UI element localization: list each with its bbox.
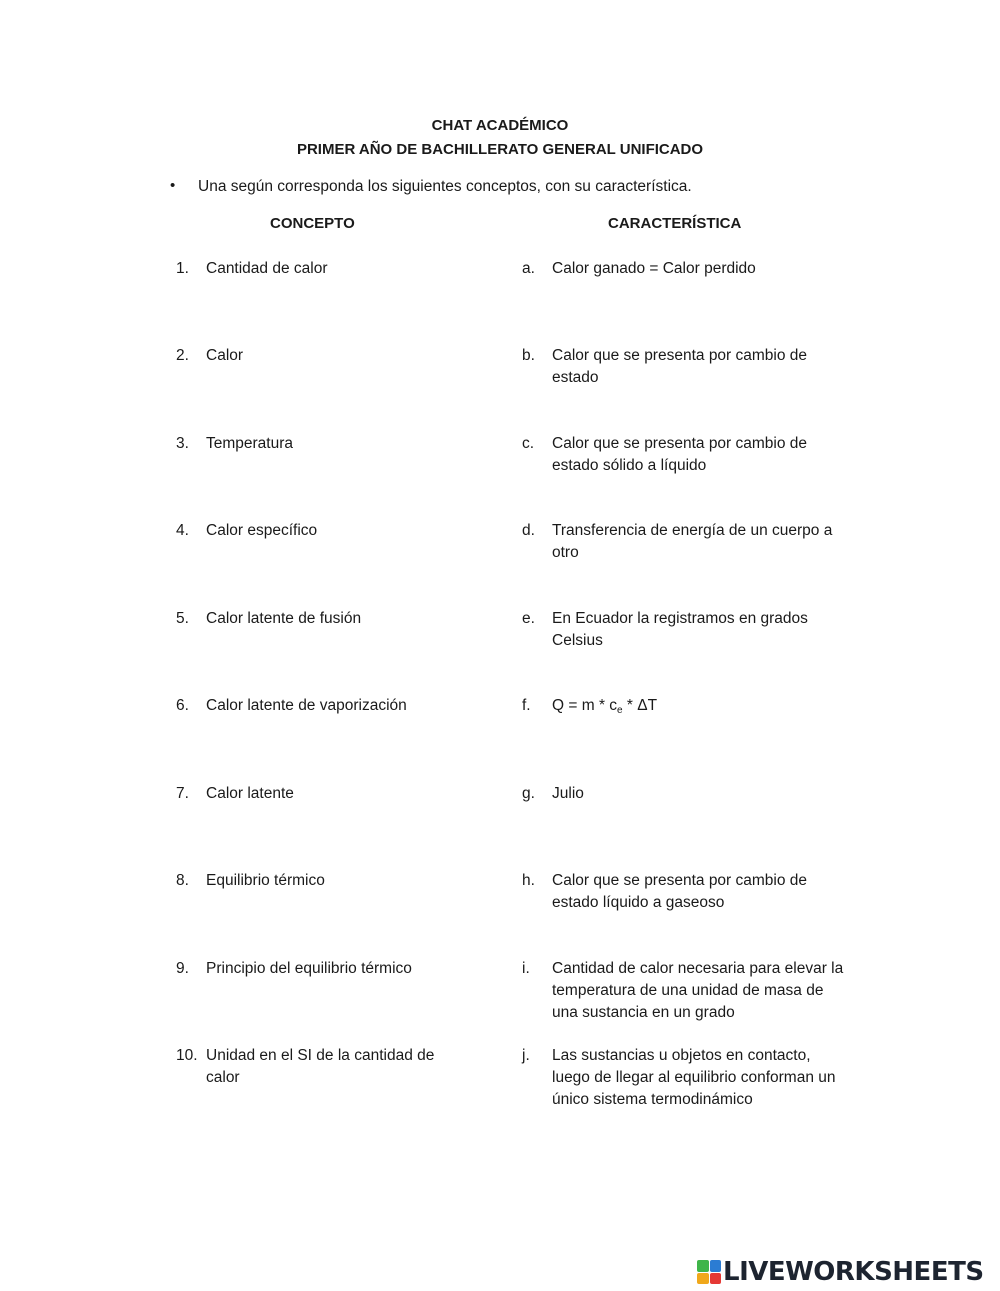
concept-number: 10. — [176, 1047, 198, 1064]
match-row — [0, 783, 1000, 863]
characteristic-letter: j. — [522, 1047, 530, 1064]
characteristic-text: Las sustancias u objetos en contacto, luego de llegar al equilibrio conforman un único sistema termodinámico — [552, 1047, 836, 1108]
characteristic-text: Transferencia de energía de un cuerpo a otro — [552, 522, 833, 561]
logo-square — [710, 1260, 722, 1272]
concept-number: 9. — [176, 960, 189, 977]
column-header-characteristic: CARACTERÍSTICA — [608, 215, 742, 232]
characteristic-letter: h. — [522, 872, 535, 889]
concept-text: Temperatura — [206, 435, 294, 452]
logo-badge-icon — [697, 1260, 721, 1284]
characteristic-text: Calor que se presenta por cambio de estado — [552, 347, 808, 386]
characteristic-text: Julio — [552, 785, 584, 802]
concept-text: Cantidad de calor — [206, 260, 328, 277]
concept-text: Equilibrio térmico — [206, 872, 325, 889]
concept-text: Principio del equilibrio térmico — [206, 960, 412, 977]
logo-square — [697, 1273, 709, 1285]
concept-text: Calor latente de fusión — [206, 610, 362, 627]
characteristic-text: Cantidad de calor necesaria para elevar la temperatura de una unidad de masa de una sustancia en un grado — [552, 960, 844, 1021]
characteristic-letter: g. — [522, 785, 535, 802]
concept-number: 5. — [176, 610, 189, 627]
match-row — [0, 870, 1000, 950]
document-subtitle: PRIMER AÑO DE BACHILLERATO GENERAL UNIFICADO — [296, 141, 704, 158]
concept-number: 8. — [176, 872, 189, 889]
match-row — [0, 520, 1000, 600]
characteristic-letter: i. — [522, 960, 530, 977]
characteristic-letter: b. — [522, 347, 535, 364]
document-title: CHAT ACADÉMICO — [431, 117, 569, 134]
liveworksheets-logo — [697, 1257, 984, 1287]
logo-text: LIVEWORKSHEETS — [723, 1257, 984, 1287]
match-row — [0, 695, 1000, 775]
characteristic-text: Calor ganado = Calor perdido — [552, 260, 756, 277]
match-row — [0, 1045, 1000, 1125]
concept-text: Calor — [206, 347, 244, 364]
characteristic-text: Calor que se presenta por cambio de estado sólido a líquido — [552, 435, 808, 474]
concept-text: Unidad en el SI de la cantidad de calor — [206, 1047, 435, 1086]
characteristic-text: Calor que se presenta por cambio de estado líquido a gaseoso — [552, 872, 808, 911]
characteristic-letter: e. — [522, 610, 535, 627]
characteristic-letter: c. — [522, 435, 535, 452]
concept-number: 3. — [176, 435, 189, 452]
match-row — [0, 258, 1000, 338]
characteristic-letter: d. — [522, 522, 535, 539]
instruction-text: Una según corresponda los siguientes conceptos, con su característica. — [198, 178, 692, 195]
match-row — [0, 433, 1000, 513]
characteristic-formula: $Q = m * c_e * \Delta T$ — [552, 697, 658, 716]
characteristic-letter: f. — [522, 697, 531, 714]
logo-square — [697, 1260, 709, 1272]
column-header-concept: CONCEPTO — [270, 215, 355, 232]
concept-text: Calor específico — [206, 522, 318, 539]
match-row — [0, 345, 1000, 425]
concept-number: 7. — [176, 785, 189, 802]
concept-number: 4. — [176, 522, 189, 539]
concept-text: Calor latente de vaporización — [206, 697, 407, 714]
bullet-icon: • — [170, 177, 176, 194]
concept-number: 1. — [176, 260, 189, 277]
characteristic-text: En Ecuador la registramos en grados Celsius — [552, 610, 808, 649]
concept-text: Calor latente — [206, 785, 294, 802]
match-row — [0, 958, 1000, 1038]
concept-number: 6. — [176, 697, 189, 714]
match-row — [0, 608, 1000, 688]
logo-square — [710, 1273, 722, 1285]
concept-number: 2. — [176, 347, 189, 364]
characteristic-letter: a. — [522, 260, 535, 277]
